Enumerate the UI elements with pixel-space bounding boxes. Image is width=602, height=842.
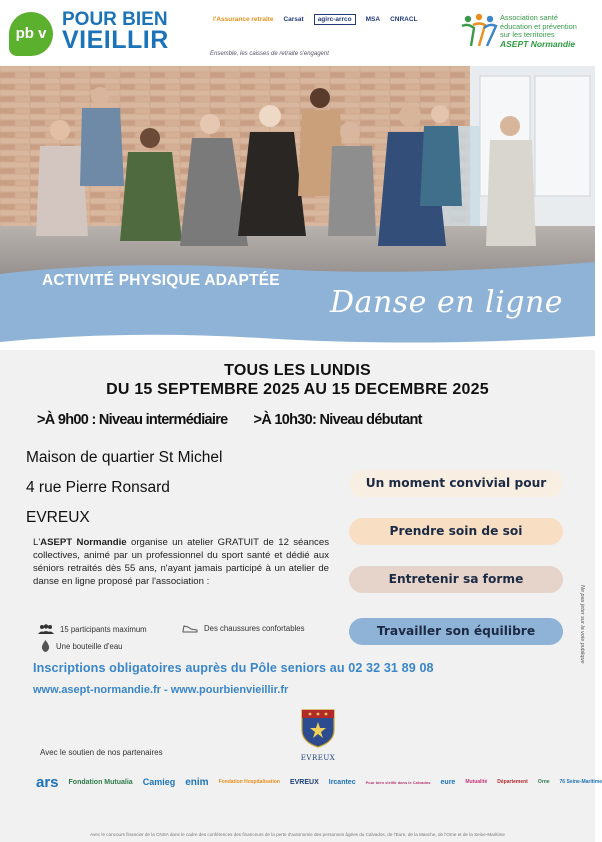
websites[interactable]: www.asept-normandie.fr - www.pourbienvieillir.fr	[33, 684, 289, 696]
header-slogan: Ensemble, les caisses de retraite s'engagent	[210, 51, 329, 57]
asept-line1: Association santé	[500, 13, 558, 22]
benefit-fitness: Entretenir sa forme	[349, 566, 563, 593]
evreux-shield-icon	[299, 708, 337, 748]
msa-logo: MSA	[365, 16, 381, 23]
address-line2: 4 rue Pierre Ronsard	[26, 479, 170, 496]
fondation-mutualia-logo: Fondation Mutualia	[68, 778, 133, 786]
eure-logo: eure	[440, 778, 456, 786]
header	[0, 0, 595, 68]
orne-logo: Orne	[537, 779, 550, 785]
desc-org: ASEPT Normandie	[40, 537, 127, 548]
pbv-logo-icon: pb v	[9, 12, 53, 56]
schedule-levels	[37, 412, 448, 428]
evreux-label: EVREUX	[300, 754, 336, 762]
water-drop-icon	[41, 640, 50, 652]
desc-prefix: L'	[33, 537, 41, 548]
top-partner-logos	[213, 14, 418, 25]
schedule-period: DU 15 SEPTEMBRE 2025 AU 15 DECEMBRE 2025	[106, 381, 489, 398]
level-intermediate: >À 9h00 : Niveau intermédiaire	[37, 412, 228, 428]
asept-line2: éducation et prévention	[500, 21, 577, 31]
asept-figures-icon	[460, 12, 498, 50]
cnsa-footer-note: Avec le concours financier de la CNSA dans le cadre des conférences des financeurs de la perte d'autonomie des personnes âgées du Calvados, de l'Eure, de la Manche, de l'Orne et de la Seine-Maritime	[90, 832, 505, 837]
desc-text: organise un atelier GRATUIT de 12 séances collectives, animé par un professionnel du sport santé et dédié aux séniors retraités dès 55 ans, n'ayant jamais participé à un atelier de danse en ligne proposé par l'association :	[33, 537, 329, 588]
activity-title: ACTIVITÉ PHYSIQUE ADAPTÉE	[42, 272, 280, 289]
carsat-logo: Carsat	[283, 16, 304, 23]
participants-label: 15 participants maximum	[60, 624, 147, 634]
feature-water	[41, 640, 123, 652]
pbv-title-line2: VIEILLIR	[62, 26, 169, 55]
pbv-calvados-logo: Pour bien vieillir dans le Calvados	[365, 779, 431, 785]
benefit-convivial: Un moment convivial pour	[349, 470, 563, 497]
enim-logo: enim	[185, 776, 209, 788]
shoe-icon	[182, 624, 198, 633]
asept-logo	[460, 12, 590, 62]
asept-brand: ASEPT Normandie	[500, 38, 576, 49]
people-icon	[38, 624, 54, 634]
assurance-retraite-logo: l'Assurance retraite	[213, 16, 274, 23]
water-label: Une bouteille d'eau	[56, 641, 123, 651]
asept-text	[500, 14, 577, 49]
shoes-label: Des chaussures confortables	[204, 624, 305, 633]
ircantec-logo: Ircantec	[328, 778, 356, 786]
dance-title: Danse en ligne	[330, 285, 564, 320]
camieg-logo: Camieg	[142, 777, 176, 787]
pbv-title	[62, 11, 169, 53]
address-line1: Maison de quartier St Michel	[26, 449, 223, 466]
evreux-logo	[292, 708, 344, 762]
schedule-days: TOUS LES LUNDIS	[224, 362, 371, 379]
schedule	[0, 362, 595, 399]
address-line3: EVREUX	[26, 509, 90, 526]
registration-info: Inscriptions obligatoires auprès du Pôle seniors au 02 32 31 89 08	[33, 661, 434, 675]
feature-shoes	[182, 624, 305, 633]
evreux-partner-logo: EVREUX	[289, 778, 319, 786]
workshop-description	[33, 536, 329, 588]
pbv-title-line1: POUR BIEN	[62, 9, 168, 30]
feature-participants	[38, 624, 147, 634]
benefit-self-care: Prendre soin de soi	[349, 518, 563, 545]
ars-logo: ars	[36, 773, 59, 791]
seine-maritime-logo: 76 Seine-Maritime	[559, 779, 602, 785]
departement-logo: Département	[497, 779, 528, 785]
level-beginner: >À 10h30: Niveau débutant	[253, 412, 422, 428]
agirc-arrco-logo: agirc-arrco	[314, 14, 356, 25]
fondation-hospitalisation-logo: Fondation Hospitalisation	[218, 779, 280, 785]
cnracl-logo: CNRACL	[390, 16, 418, 23]
benefit-balance: Travailler son équilibre	[349, 618, 563, 645]
asept-line3: sur les territoires	[500, 30, 555, 40]
partner-logos	[36, 764, 602, 800]
recycling-note: Ne pas jeter sur la voie publique	[579, 585, 585, 664]
mutualite-logo: Mutualité	[465, 779, 488, 785]
partners-heading: Avec le soutien de nos partenaires	[40, 748, 163, 757]
